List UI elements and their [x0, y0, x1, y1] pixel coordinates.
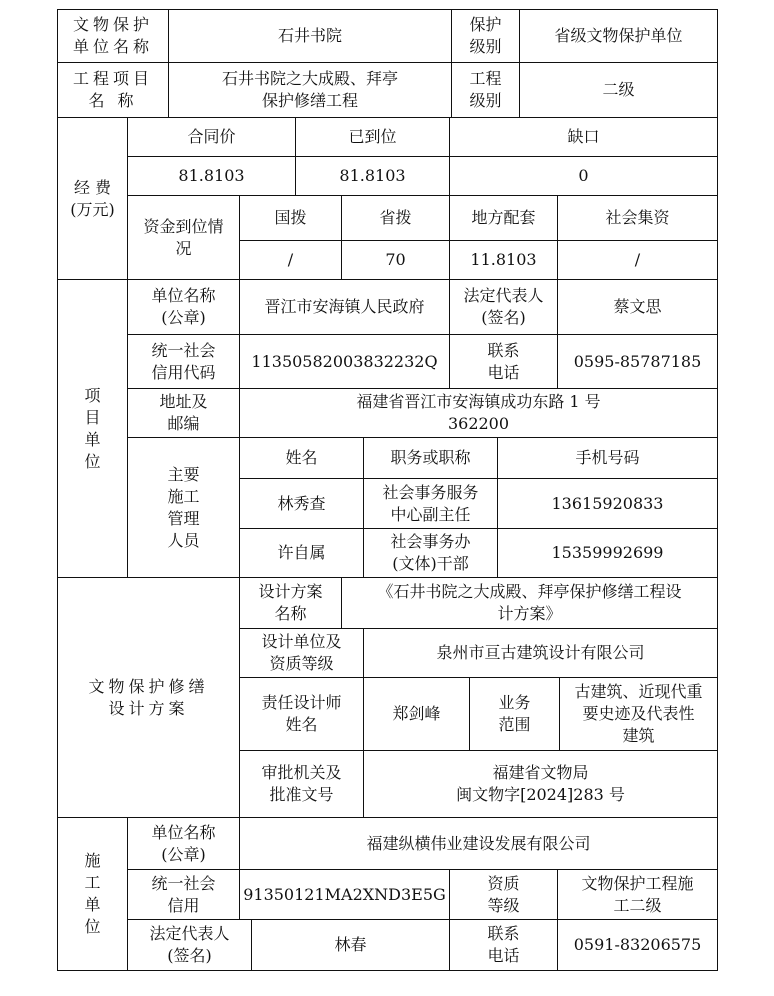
cu-unit-name-label: 单位名称 (公章) — [127, 817, 240, 870]
cu-credit-label: 统一社会 信用 — [127, 869, 240, 920]
construction-unit-label: 施 工 单 位 — [57, 817, 128, 971]
protection-level-label: 保护 级别 — [451, 9, 520, 63]
pu-address-value: 福建省晋江市安海镇成功东路 1 号 362200 — [239, 388, 718, 438]
plan-name-value: 《石井书院之大成殿、拜亭保护修缮工程设 计方案》 — [341, 577, 718, 629]
national-value: / — [239, 240, 342, 280]
unit-name-value: 石井书院 — [168, 9, 452, 63]
cu-phone-value: 0591-83206575 — [557, 919, 718, 971]
funding-status-label: 资金到位情 况 — [127, 195, 240, 280]
cu-phone-label: 联系 电话 — [449, 919, 558, 971]
design-unit-label: 设计单位及 资质等级 — [239, 628, 364, 678]
cu-qualification-label: 资质 等级 — [449, 869, 558, 920]
pu-phone-value: 0595-85787185 — [557, 334, 718, 389]
designer-label: 责任设计师 姓名 — [239, 677, 364, 751]
pu-unit-name-value: 晋江市安海镇人民政府 — [239, 279, 450, 335]
local-value: 11.8103 — [449, 240, 558, 280]
scope-value: 古建筑、近现代重 要史迹及代表性 建筑 — [559, 677, 718, 751]
gap-label: 缺口 — [449, 117, 718, 157]
arrived-value: 81.8103 — [295, 156, 450, 196]
cu-legal-rep-label: 法定代表人 (签名) — [127, 919, 252, 971]
pu-address-label: 地址及 邮编 — [127, 388, 240, 438]
contract-price-value: 81.8103 — [127, 156, 296, 196]
manager-title: 社会事务办 (文体)干部 — [363, 528, 498, 578]
provincial-value: 70 — [341, 240, 450, 280]
manager-mobile: 13615920833 — [497, 478, 718, 529]
pu-credit-code-value: 11350582003832232Q — [239, 334, 450, 389]
cu-unit-name-value: 福建纵横伟业建设发展有限公司 — [239, 817, 718, 870]
cu-qualification-value: 文物保护工程施 工二级 — [557, 869, 718, 920]
cu-credit-value: 91350121MA2XND3E5G — [239, 869, 450, 920]
pu-legal-rep-label: 法定代表人 (签名) — [449, 279, 558, 335]
arrived-label: 已到位 — [295, 117, 450, 157]
col-mobile-header: 手机号码 — [497, 437, 718, 479]
project-name-value: 石井书院之大成殿、拜亭 保护修缮工程 — [168, 62, 452, 118]
pu-legal-rep-value: 蔡文思 — [557, 279, 718, 335]
col-name-header: 姓名 — [239, 437, 364, 479]
designer-value: 郑剑峰 — [363, 677, 470, 751]
project-level-label: 工程 级别 — [451, 62, 520, 118]
cu-legal-rep-value: 林春 — [251, 919, 450, 971]
plan-name-label: 设计方案 名称 — [239, 577, 342, 629]
pu-unit-name-label: 单位名称 (公章) — [127, 279, 240, 335]
funding-label: 经 费 (万元) — [57, 117, 128, 280]
pu-credit-code-label: 统一社会 信用代码 — [127, 334, 240, 389]
national-label: 国拨 — [239, 195, 342, 241]
design-unit-value: 泉州市亘古建筑设计有限公司 — [363, 628, 718, 678]
gap-value: 0 — [449, 156, 718, 196]
col-title-header: 职务或职称 — [363, 437, 498, 479]
social-label: 社会集资 — [557, 195, 718, 241]
manager-mobile: 15359992699 — [497, 528, 718, 578]
design-label: 文物保护修缮 设计方案 — [57, 577, 240, 818]
unit-name-label: 文物保护 单位名称 — [57, 9, 169, 63]
managers-label: 主要 施工 管理 人员 — [127, 437, 240, 578]
manager-name: 许自属 — [239, 528, 364, 578]
manager-title: 社会事务服务 中心副主任 — [363, 478, 498, 529]
approval-value: 福建省文物局 闽文物字[2024]283 号 — [363, 750, 718, 818]
provincial-label: 省拨 — [341, 195, 450, 241]
scope-label: 业务 范围 — [469, 677, 560, 751]
social-value: / — [557, 240, 718, 280]
pu-phone-label: 联系 电话 — [449, 334, 558, 389]
contract-price-label: 合同价 — [127, 117, 296, 157]
protection-level-value: 省级文物保护单位 — [519, 9, 718, 63]
project-name-label: 工程项目 名 称 — [57, 62, 169, 118]
local-label: 地方配套 — [449, 195, 558, 241]
approval-label: 审批机关及 批准文号 — [239, 750, 364, 818]
record-form — [57, 9, 718, 971]
manager-name: 林秀查 — [239, 478, 364, 529]
project-level-value: 二级 — [519, 62, 718, 118]
project-unit-label: 项 目 单 位 — [57, 279, 128, 578]
